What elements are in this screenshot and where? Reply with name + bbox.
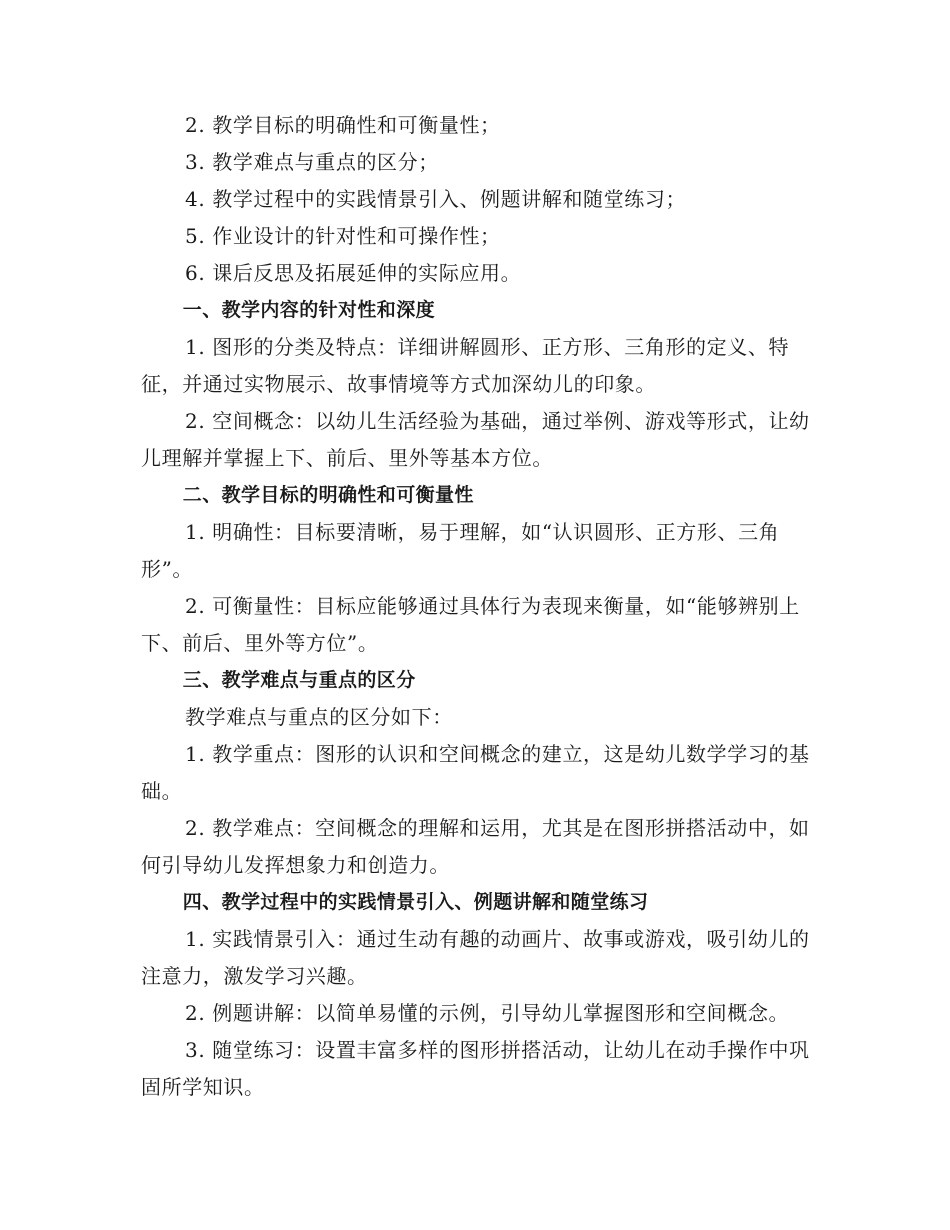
section-paragraph: 2. 例题讲解：以简单易懂的示例，引导幼儿掌握图形和空间概念。 xyxy=(185,1001,790,1025)
section-paragraph: 2. 教学难点：空间概念的理解和运用，尤其是在图形拼搭活动中，如何引导幼儿发挥想象力和创造力。 xyxy=(141,816,810,877)
section-heading: 二、教学目标的明确性和可衡量性 xyxy=(182,484,474,506)
section-paragraph: 教学难点与重点的区分如下： xyxy=(185,705,453,729)
section-paragraph: 1. 实践情景引入：通过生动有趣的动画片、故事或游戏，吸引幼儿的注意力，激发学习兴趣。 xyxy=(141,927,810,988)
section-heading: 一、教学内容的针对性和深度 xyxy=(182,299,435,321)
section-paragraph: 1. 明确性：目标要清晰，易于理解，如“认识圆形、正方形、三角形”。 xyxy=(141,520,780,581)
intro-item: 6. 课后反思及拓展延伸的实际应用。 xyxy=(185,261,522,285)
intro-item: 5. 作业设计的针对性和可操作性； xyxy=(185,224,501,248)
intro-item: 2. 教学目标的明确性和可衡量性； xyxy=(185,113,501,137)
section-heading: 三、教学难点与重点的区分 xyxy=(182,669,416,691)
intro-item: 3. 教学难点与重点的区分； xyxy=(185,150,439,174)
section-paragraph: 2. 空间概念：以幼儿生活经验为基础，通过举例、游戏等形式，让幼儿理解并掌握上下、前后、里外等基本方位。 xyxy=(141,409,810,470)
section-paragraph: 1. 教学重点：图形的认识和空间概念的建立，这是幼儿数学学习的基础。 xyxy=(141,742,810,803)
intro-item: 4. 教学过程中的实践情景引入、例题讲解和随堂练习； xyxy=(185,187,687,211)
document-body xyxy=(141,107,811,1106)
section-paragraph: 2. 可衡量性：目标应能够通过具体行为表现来衡量，如“能够辨别上下、前后、里外等方位”。 xyxy=(141,594,800,655)
section-heading: 四、教学过程中的实践情景引入、例题讲解和随堂练习 xyxy=(182,891,649,913)
section-paragraph: 1. 图形的分类及特点：详细讲解圆形、正方形、三角形的定义、特征，并通过实物展示、故事情境等方式加深幼儿的印象。 xyxy=(141,335,790,396)
section-paragraph: 3. 随堂练习：设置丰富多样的图形拼搭活动，让幼儿在动手操作中巩固所学知识。 xyxy=(141,1038,810,1099)
